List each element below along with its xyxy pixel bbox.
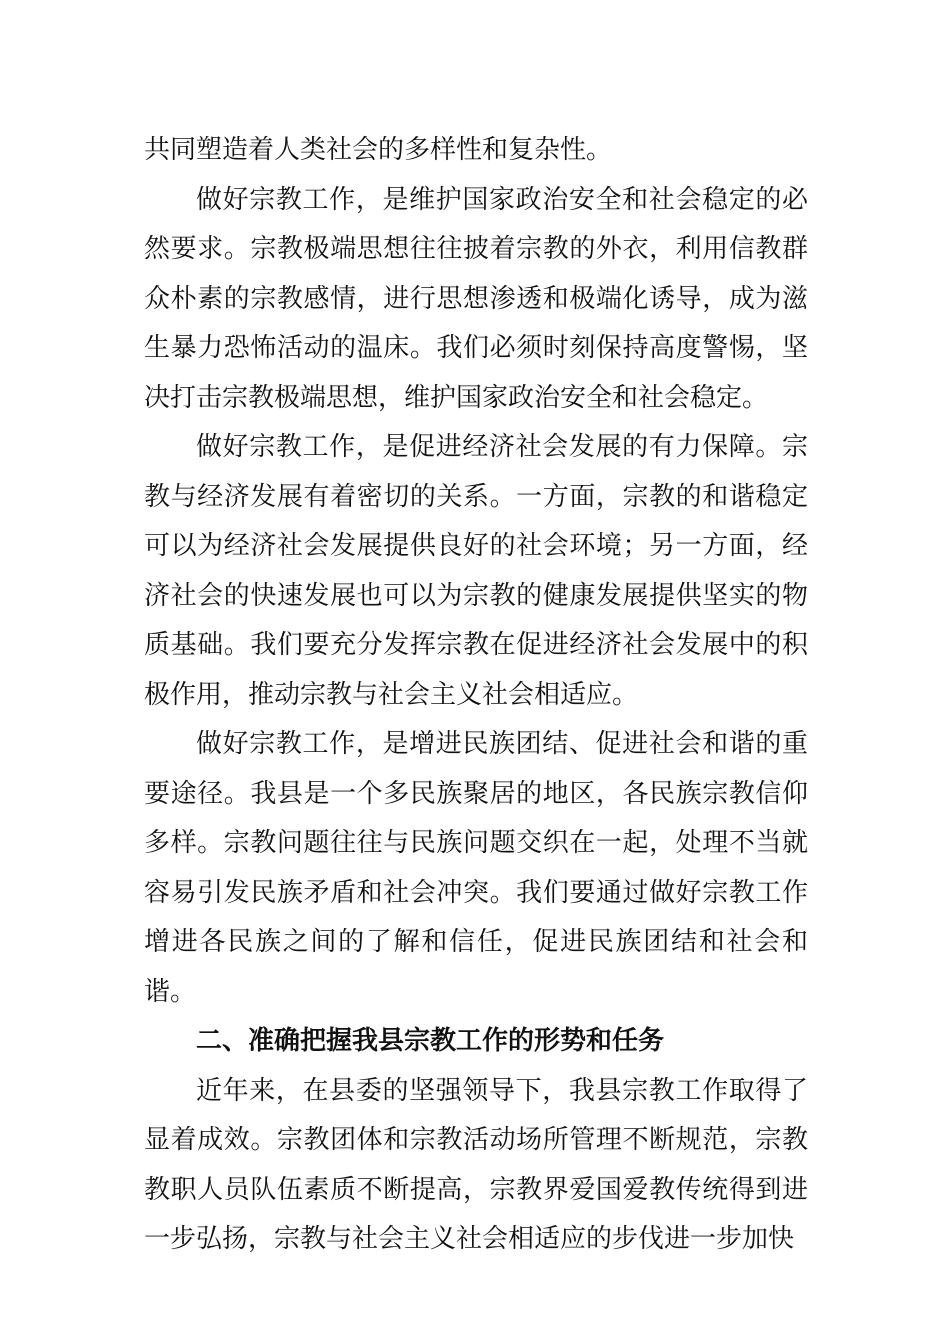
document-body	[144, 126, 808, 1265]
paragraph-continuation: 共同塑造着人类社会的多样性和复杂性。	[144, 135, 613, 165]
paragraph-situation: 近年来，在县委的坚强领导下，我县宗教工作取得了显着成效。宗教团体和宗教活动场所管理不断规范，宗教教职人员队伍素质不断提高，宗教界爱国爱教传统得到进一步弘扬，宗教与社会主义社会相适应的步伐进一步加快	[144, 1075, 808, 1254]
paragraph-economic-development: 做好宗教工作，是促进经济社会发展的有力保障。宗教与经济发展有着密切的关系。一方面，宗教的和谐稳定可以为经济社会发展提供良好的社会环境；另一方面，经济社会的快速发展也可以为宗教的健康发展提供坚实的物质基础。我们要充分发挥宗教在促进经济社会发展中的积极作用，推动宗教与社会主义社会相适应。	[144, 432, 808, 710]
paragraph-political-security: 做好宗教工作，是维护国家政治安全和社会稳定的必然要求。宗教极端思想往往披着宗教的外衣，利用信教群众朴素的宗教感情，进行思想渗透和极端化诱导，成为滋生暴力恐怖活动的温床。我们必须时刻保持高度警惕，坚决打击宗教极端思想，维护国家政治安全和社会稳定。	[144, 184, 808, 413]
paragraph-ethnic-unity: 做好宗教工作，是增进民族团结、促进社会和谐的重要途径。我县是一个多民族聚居的地区，各民族宗教信仰多样。宗教问题往往与民族问题交织在一起，处理不当就容易引发民族矛盾和社会冲突。我们要通过做好宗教工作增进各民族之间的了解和信任，促进民族团结和社会和谐。	[144, 729, 808, 1007]
section-heading: 二、准确把握我县宗教工作的形势和任务	[196, 1026, 665, 1056]
